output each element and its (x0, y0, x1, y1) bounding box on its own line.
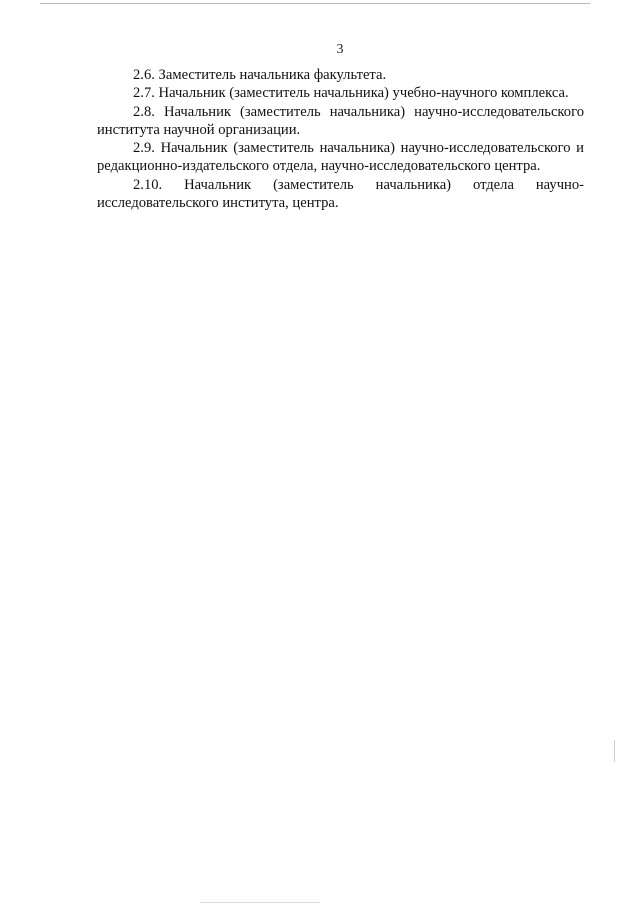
paragraph-2-6: 2.6. Заместитель начальника факультета. (133, 67, 387, 83)
paragraph-2-10: 2.10. Начальник (заместитель начальника) отдела научно-исследовательского института, центра. (97, 176, 584, 212)
scan-bottom-edge-line (200, 902, 320, 903)
document-body (97, 66, 584, 212)
paragraph-2-8: 2.8. Начальник (заместитель начальника) научно-исследовательского института научной организации. (97, 103, 584, 138)
page-number: 3 (336, 42, 344, 57)
paragraph-2-9: 2.9. Начальник (заместитель начальника) научно-исследовательского и редакционно-издательского отдела, научно-исследовательского центра. (97, 140, 584, 175)
scan-top-edge-line (40, 3, 590, 4)
paragraph-2-7: 2.7. Начальник (заместитель начальника) учебно-научного комплекса. (133, 85, 569, 102)
scan-edge-mark (614, 740, 615, 762)
